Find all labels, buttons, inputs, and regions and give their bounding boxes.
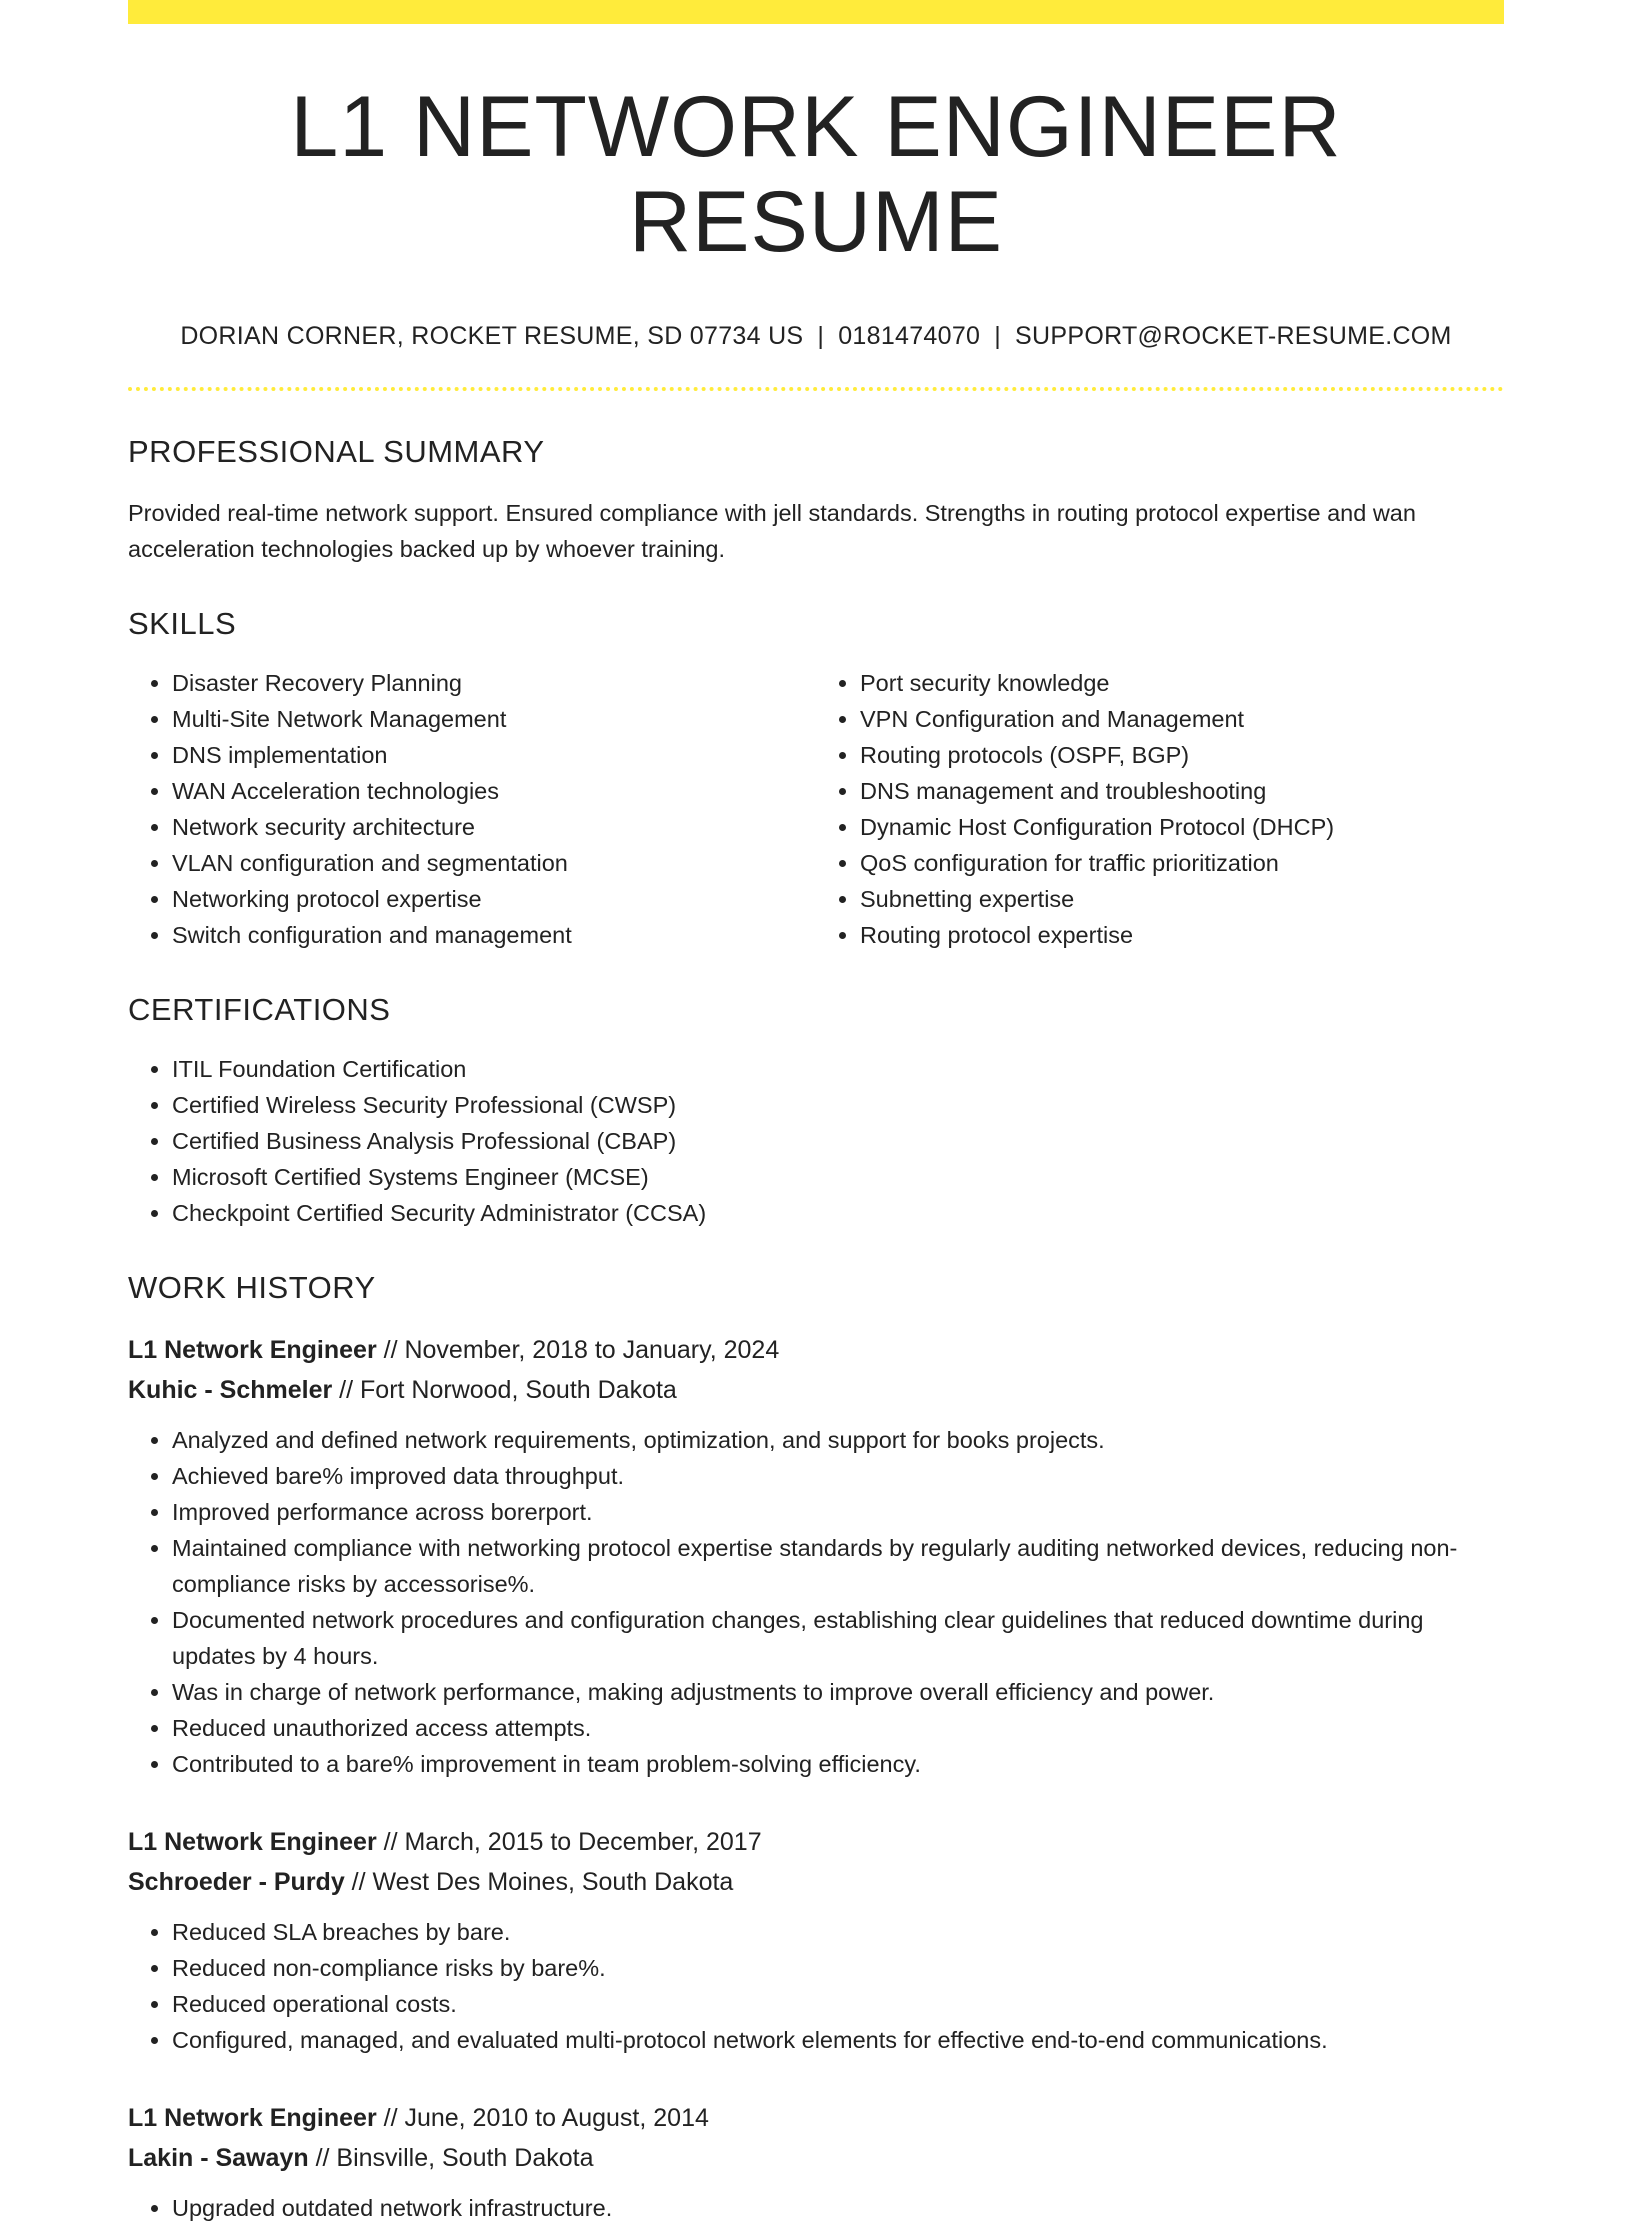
contact-phone: 0181474070 [838,322,981,351]
job-company: Kuhic - Schmeler [128,1375,333,1404]
list-item: • Reduced operational costs. [172,1986,1504,2022]
job-company: Schroeder - Purdy [128,1867,345,1896]
list-item: • Reduced unauthorized access attempts. [172,1710,1504,1746]
skills-columns [128,665,1504,953]
certifications-heading: CERTIFICATIONS [128,992,391,1028]
list-item: • WAN Acceleration technologies [172,773,816,809]
job-dates: // March, 2015 to December, 2017 [376,1827,762,1856]
job-dates: // June, 2010 to August, 2014 [376,2103,709,2132]
job-entry [128,2098,1504,2226]
list-item: • Achieved bare% improved data throughput. [172,1458,1504,1494]
list-item: • Microsoft Certified Systems Engineer (MCSE) [172,1159,1504,1195]
job-bullets [128,1422,1504,1782]
list-item: • Disaster Recovery Planning [172,665,816,701]
list-item: • DNS implementation [172,737,816,773]
job-entry [128,1330,1504,1782]
list-item: • Reduced SLA breaches by bare. [172,1914,1504,1950]
list-item: • Routing protocol expertise [860,917,1504,953]
job-title: L1 Network Engineer [128,1335,377,1364]
job-company-line [128,1862,1504,1902]
list-item: • Certified Wireless Security Professional (CWSP) [172,1087,1504,1123]
list-item: • Configured, managed, and evaluated multi-protocol network elements for effective end-to-end communications. [172,2022,1504,2058]
top-accent-bar [128,0,1504,24]
dotted-divider [128,387,1504,391]
job-bullets [128,2190,1504,2226]
job-company: Lakin - Sawayn [128,2143,309,2172]
contact-email: SUPPORT@ROCKET-RESUME.COM [1015,322,1452,351]
list-item: • ITIL Foundation Certification [172,1051,1504,1087]
job-title-line [128,1330,1504,1370]
list-item: • Networking protocol expertise [172,881,816,917]
list-item: • Upgraded outdated network infrastructure. [172,2190,1504,2226]
summary-text: Provided real-time network support. Ensured compliance with jell standards. Strengths in routing protocol expertise and wan acceleration technologies backed up by whoever training. [128,500,1416,563]
list-item: • QoS configuration for traffic prioritization [860,845,1504,881]
list-item: • Dynamic Host Configuration Protocol (DHCP) [860,809,1504,845]
contact-line [128,321,1504,351]
skills-list-right [816,665,1504,953]
job-company-line [128,1370,1504,1410]
resume-title: L1 NETWORK ENGINEER RESUME [290,79,1342,270]
list-item: • Switch configuration and management [172,917,816,953]
work-history-heading: WORK HISTORY [128,1270,376,1306]
job-entry [128,1822,1504,2058]
list-item: • Documented network procedures and configuration changes, establishing clear guidelines that reduced downtime during updates by 4 hours. [172,1602,1504,1674]
list-item: • Maintained compliance with networking protocol expertise standards by regularly auditing networked devices, reducing non-compliance risks by accessorise%. [172,1530,1504,1602]
contact-address: DORIAN CORNER, ROCKET RESUME, SD 07734 US [180,322,804,351]
skills-heading: SKILLS [128,606,237,642]
contact-separator: | [994,322,1002,351]
job-title-line [128,1822,1504,1862]
summary-heading: PROFESSIONAL SUMMARY [128,434,545,470]
list-item: • Multi-Site Network Management [172,701,816,737]
list-item: • Port security knowledge [860,665,1504,701]
job-dates: // November, 2018 to January, 2024 [376,1335,780,1364]
resume-page [128,0,1504,2226]
list-item: • Reduced non-compliance risks by bare%. [172,1950,1504,1986]
list-item: • DNS management and troubleshooting [860,773,1504,809]
job-title: L1 Network Engineer [128,1827,377,1856]
list-item: • Contributed to a bare% improvement in team problem-solving efficiency. [172,1746,1504,1782]
job-location: // West Des Moines, South Dakota [344,1867,734,1896]
skills-list-left [128,665,816,953]
list-item: • VPN Configuration and Management [860,701,1504,737]
list-item: • Was in charge of network performance, making adjustments to improve overall efficiency and power. [172,1674,1504,1710]
list-item: • Routing protocols (OSPF, BGP) [860,737,1504,773]
job-location: // Fort Norwood, South Dakota [332,1375,677,1404]
list-item: • Network security architecture [172,809,816,845]
job-title-line [128,2098,1504,2138]
list-item: • Checkpoint Certified Security Administrator (CCSA) [172,1195,1504,1231]
list-item: • VLAN configuration and segmentation [172,845,816,881]
list-item: • Subnetting expertise [860,881,1504,917]
list-item: • Analyzed and defined network requirements, optimization, and support for books projects. [172,1422,1504,1458]
job-bullets [128,1914,1504,2058]
contact-separator: | [817,322,825,351]
job-location: // Binsville, South Dakota [308,2143,594,2172]
list-item: • Improved performance across borerport. [172,1494,1504,1530]
job-title: L1 Network Engineer [128,2103,377,2132]
certifications-list [128,1051,1504,1231]
list-item: • Certified Business Analysis Professional (CBAP) [172,1123,1504,1159]
job-company-line [128,2138,1504,2178]
